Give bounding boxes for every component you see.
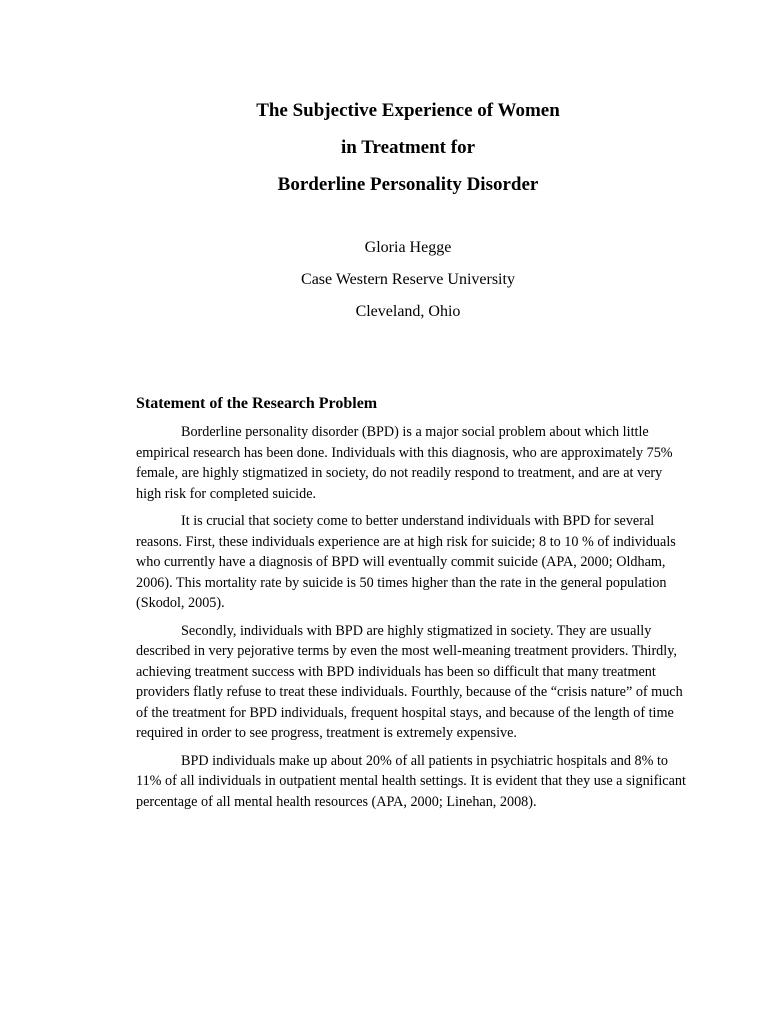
- paragraph-2: It is crucial that society come to better understand individuals with BPD for several reasons. First, these individuals experience are at high risk for suicide; 8 to 10 % of individuals who currently have a diagnosis of BPD will eventually commit suicide (APA, 2000; Oldham, 2006). This mortality rate by suicide is 50 times higher than the rate in the general population (Skodol, 2005).: [136, 513, 676, 611]
- title-line-1: The Subjective Experience of Women: [256, 100, 560, 121]
- section-heading: Statement of the Research Problem: [136, 395, 378, 412]
- author-affiliation: Case Western Reserve University: [301, 271, 515, 288]
- paragraph-3: Secondly, individuals with BPD are highly stigmatized in society. They are usually described in very pejorative terms by even the most well-meaning treatment providers. Thirdly, achieving treatment success with BPD individuals has been so difficult that many treatment providers flatly refuse to treat these individuals. Fourthly, because of the “crisis nature” of much of the treatment for BPD individuals, frequent hospital stays, and because of the length of time required in order to see progress, treatment is extremely expensive.: [136, 622, 683, 741]
- title-line-3: Borderline Personality Disorder: [277, 174, 539, 195]
- author-location: Cleveland, Ohio: [355, 303, 461, 320]
- author-name: Gloria Hegge: [364, 239, 452, 256]
- title-line-2: in Treatment for: [340, 137, 476, 158]
- title-block: [0, 92, 770, 203]
- body-content: [136, 392, 688, 819]
- author-block: [0, 232, 770, 328]
- paragraph-4: BPD individuals make up about 20% of all patients in psychiatric hospitals and 8% to 11% of all individuals in outpatient mental health settings. It is evident that they use a significant percentage of all mental health resources (APA, 2000; Linehan, 2008).: [136, 752, 686, 810]
- paragraph-1: Borderline personality disorder (BPD) is a major social problem about which little empirical research has been done. Individuals with this diagnosis, who are approximately 75% female, are highly stigmatized in society, do not readily respond to treatment, and are at very high risk for completed suicide.: [136, 424, 673, 502]
